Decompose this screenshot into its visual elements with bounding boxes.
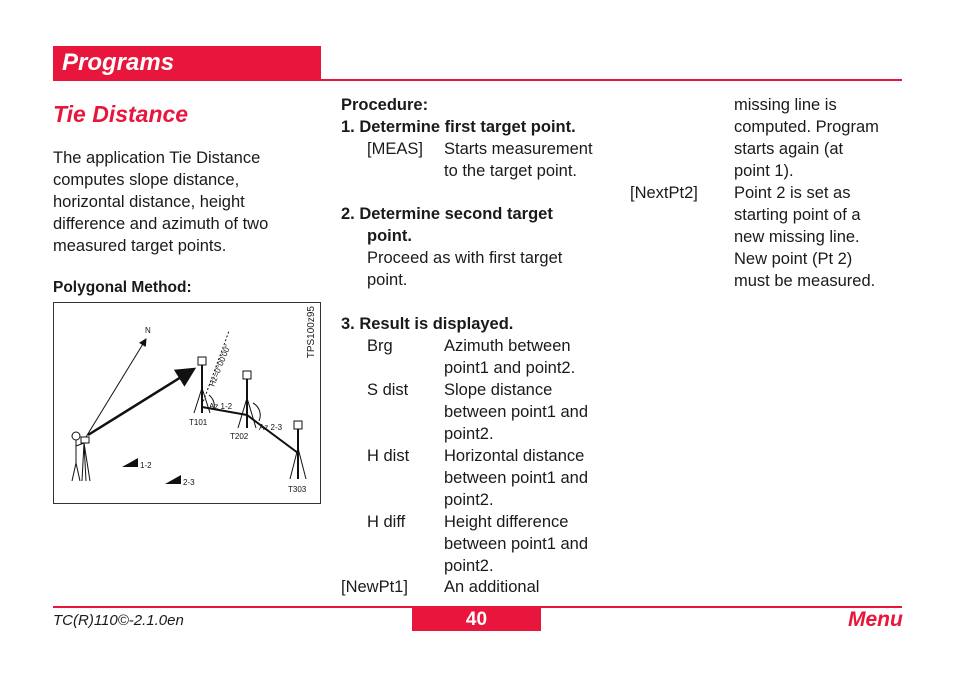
nextpt2-desc: Point 2 is set as — [734, 184, 851, 202]
north-label: N — [145, 326, 151, 335]
hz-label: Hz=0°00'00" — [207, 343, 233, 388]
sdist-desc: between point1 and — [444, 403, 589, 421]
newpt1-desc-cont: computed. Program — [734, 118, 879, 136]
hdiff-desc: Height difference — [444, 513, 569, 531]
brg-desc: point1 and point2. — [444, 359, 576, 377]
intro-line: computes slope distance, — [53, 171, 240, 189]
sdist-desc: Slope distance — [444, 381, 553, 399]
procedure-heading: Procedure: — [341, 96, 429, 114]
step2-title: 2. Determine second target — [341, 205, 553, 223]
t303-label: T303 — [288, 485, 307, 494]
step3-title: 3. Result is displayed. — [341, 315, 514, 333]
polygonal-method-heading: Polygonal Method: — [53, 279, 192, 296]
intro-line: horizontal distance, height — [53, 193, 245, 211]
nextpt2-desc: must be measured. — [734, 272, 876, 290]
sight-arrow — [88, 369, 194, 435]
nextpt2-desc: new missing line. — [734, 228, 860, 246]
north-arrow — [86, 339, 146, 437]
newpt1-desc: An additional — [444, 578, 540, 596]
newpt1-desc-cont: missing line is — [734, 96, 837, 114]
sdist-key: S dist — [367, 381, 409, 399]
traverse-line — [202, 407, 298, 453]
step2-text: Proceed as with first target — [367, 249, 563, 267]
intro-line: difference and azimuth of two — [53, 215, 269, 233]
hdiff-desc: between point1 and — [444, 535, 589, 553]
brg-desc: Azimuth between — [444, 337, 571, 355]
nextpt2-key: [NextPt2] — [630, 184, 698, 202]
tie-distance-diagram — [54, 303, 320, 503]
t101-label: T101 — [189, 418, 208, 427]
newpt1-desc-cont: point 1). — [734, 162, 794, 180]
hdist-key: H dist — [367, 447, 410, 465]
hdiff-desc: point2. — [444, 557, 494, 575]
figure-code: TPS100z95 — [306, 306, 317, 359]
target-pole-t202 — [238, 371, 256, 428]
step2-text: point. — [367, 271, 408, 289]
az12-label: Az 1-2 — [209, 402, 233, 411]
hdist-desc: Horizontal distance — [444, 447, 585, 465]
meas-desc: to the target point. — [444, 162, 578, 180]
step2-title: point. — [367, 227, 412, 245]
nextpt2-desc: New point (Pt 2) — [734, 250, 853, 268]
section-title: Tie Distance — [53, 101, 189, 127]
nextpt2-desc: starting point of a — [734, 206, 861, 224]
intro-line: measured target points. — [53, 237, 227, 255]
t202-label: T202 — [230, 432, 249, 441]
distance-icon — [165, 475, 181, 484]
distance-12-label: 1-2 — [140, 461, 152, 470]
surveyor-icon — [72, 432, 90, 481]
distance-23-label: 2-3 — [183, 478, 195, 487]
menu-link[interactable]: Menu — [848, 608, 903, 631]
hdist-desc: point2. — [444, 491, 494, 509]
az23-label: Az 2-3 — [259, 423, 283, 432]
meas-key: [MEAS] — [367, 140, 423, 158]
hdiff-key: H diff — [367, 513, 406, 531]
polygonal-method-figure — [53, 302, 321, 504]
hdist-desc: between point1 and — [444, 469, 589, 487]
step1-title: 1. Determine first target point. — [341, 118, 576, 136]
intro-paragraph — [53, 147, 315, 257]
sdist-desc: point2. — [444, 425, 494, 443]
page-header-title: Programs — [62, 49, 175, 76]
meas-desc: Starts measurement — [444, 140, 593, 158]
document-id: TC(R)110©-2.1.0en — [53, 612, 184, 629]
newpt1-desc-cont: starts again (at — [734, 140, 844, 158]
header-rule — [53, 79, 902, 81]
brg-key: Brg — [367, 337, 393, 355]
distance-icon — [122, 458, 138, 467]
intro-line: The application Tie Distance — [53, 149, 261, 167]
newpt1-key: [NewPt1] — [341, 578, 408, 596]
az23-arc — [253, 403, 260, 421]
page-number: 40 — [412, 608, 541, 631]
